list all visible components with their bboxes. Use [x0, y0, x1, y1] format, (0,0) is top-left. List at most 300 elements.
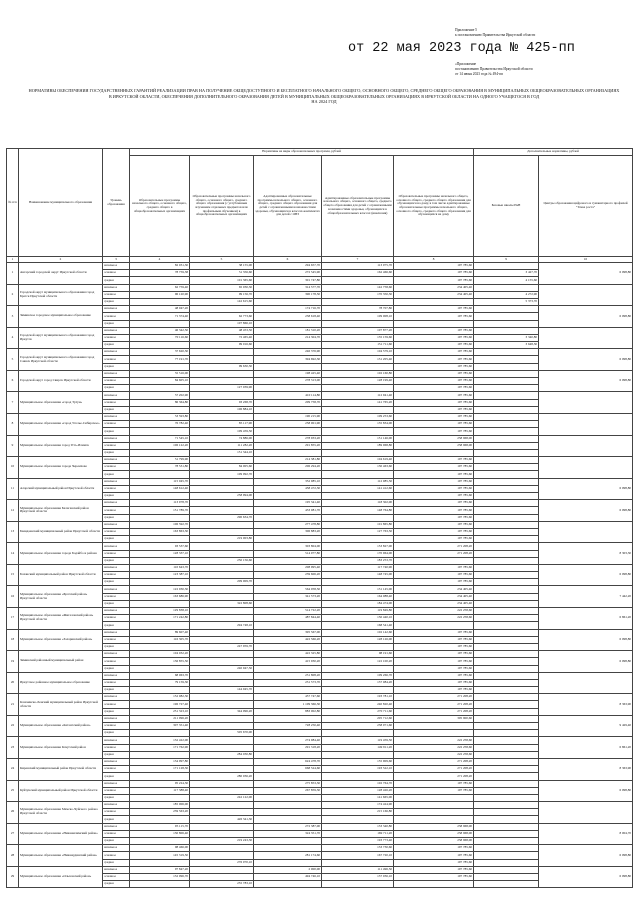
tochka-rosta-value: 6 098,80 — [539, 478, 633, 500]
normative-value: 132 422,00 — [130, 737, 190, 744]
normative-value: 197 785,60 — [394, 859, 474, 866]
row-number: 7 — [7, 392, 19, 414]
normative-value — [474, 852, 539, 859]
normative-value — [254, 715, 322, 722]
education-level: среднее — [103, 643, 130, 650]
normative-value: 458 472,30 — [254, 485, 322, 492]
normative-value — [474, 665, 539, 672]
normative-value: 111 496,50 — [322, 866, 394, 873]
normative-value: 433 081,70 — [254, 507, 322, 514]
table-row — [7, 715, 633, 722]
normative-value: 197 785,60 — [394, 579, 474, 586]
normative-value: 239 606,20 — [254, 572, 322, 579]
normative-value: 196 727,40 — [130, 701, 190, 708]
tochka-rosta-value: 8 363,90 — [539, 758, 633, 780]
tochka-rosta-value — [539, 327, 633, 349]
normative-value — [474, 449, 539, 456]
normative-value: 238 071,60 — [322, 723, 394, 730]
col-header-level: Уровень образования — [103, 149, 130, 257]
normative-value: 55 516,00 — [130, 370, 190, 377]
normative-value: 197 785,60 — [394, 464, 474, 471]
normative-value — [190, 378, 254, 385]
tochka-rosta-value — [539, 672, 633, 694]
normative-value: 197 785,60 — [394, 385, 474, 392]
normative-value — [394, 802, 474, 809]
normative-value — [394, 730, 474, 737]
normative-value — [254, 687, 322, 694]
education-level: основное — [103, 334, 130, 341]
table-row — [7, 306, 633, 313]
table-row — [7, 413, 633, 420]
row-number: 11 — [7, 478, 19, 500]
normative-value — [322, 859, 394, 866]
normative-value: 195 341,40 — [254, 500, 322, 507]
education-level: основное — [103, 636, 130, 643]
normative-value — [474, 751, 539, 758]
normative-value — [190, 392, 254, 399]
header-line: к постановлению Правительства Иркутской области — [455, 33, 536, 37]
normative-value — [322, 428, 394, 435]
normative-value: 209 009,70 — [190, 579, 254, 586]
education-level: среднее — [103, 298, 130, 305]
header-lines — [455, 28, 630, 38]
normative-value: 168 541,40 — [322, 622, 394, 629]
normative-value: 142 758,60 — [322, 284, 394, 291]
normative-value: 197 785,60 — [394, 564, 474, 571]
row-number: 2 — [7, 284, 19, 306]
tochka-rosta-value: 6 098,80 — [539, 780, 633, 802]
normative-value: 151 146,00 — [322, 435, 394, 442]
normative-value: 51 799,90 — [130, 457, 190, 464]
tochka-rosta-value: 6 098,80 — [539, 349, 633, 371]
normative-value: 324 351,70 — [254, 830, 322, 837]
normative-value — [474, 550, 539, 557]
education-level: среднее — [103, 514, 130, 521]
normative-value — [474, 435, 539, 442]
normative-value: 197 785,60 — [394, 687, 474, 694]
table-row — [7, 500, 633, 507]
normative-value: 106 592,70 — [130, 521, 190, 528]
table-row — [7, 564, 633, 571]
education-level: среднее — [103, 730, 130, 737]
normative-value: 46 342,50 — [130, 327, 190, 334]
normative-value: 395 567,00 — [254, 629, 322, 636]
normative-value: 128 337,10 — [130, 550, 190, 557]
education-level: начальное — [103, 758, 130, 765]
normative-value: 197 785,60 — [394, 342, 474, 349]
normative-value — [190, 485, 254, 492]
normative-value — [190, 478, 254, 485]
normative-value — [474, 263, 539, 270]
municipality-name: Городской округ муниципального образования город Братск Иркутской области — [19, 284, 103, 306]
normative-value: 564 058,50 — [254, 586, 322, 593]
normative-value — [190, 737, 254, 744]
normative-value: 341 573,20 — [254, 593, 322, 600]
row-number: 16 — [7, 586, 19, 608]
normative-value — [474, 881, 539, 888]
normative-value — [254, 622, 322, 629]
row-number: 3 — [7, 306, 19, 328]
normative-value: 104 032,20 — [130, 651, 190, 658]
normative-value: 4 155,60 — [474, 277, 539, 284]
normative-value: 127 763,50 — [322, 528, 394, 535]
normative-value: 127 039,90 — [190, 385, 254, 392]
normative-value — [190, 866, 254, 873]
normative-value — [190, 356, 254, 363]
municipality-name: Муниципальное образование «город Тулун» — [19, 392, 103, 414]
normative-value: 104 619,40 — [322, 457, 394, 464]
normative-value: 4 272,90 — [474, 291, 539, 298]
table-row — [7, 651, 633, 658]
normative-value: 71 545,10 — [130, 435, 190, 442]
education-level: начальное — [103, 586, 130, 593]
normative-value: 258 968,00 — [394, 823, 474, 830]
normative-value: 274 984,40 — [254, 737, 322, 744]
normative-value — [474, 370, 539, 377]
normative-value: 197 785,60 — [394, 485, 474, 492]
normative-value: 197 785,60 — [394, 852, 474, 859]
normative-value — [130, 471, 190, 478]
tochka-rosta-value: 6 861,20 — [539, 737, 633, 759]
municipality-name: Муниципальное образование города Бодайбо и района — [19, 543, 103, 565]
normative-value — [190, 651, 254, 658]
normative-value — [130, 794, 190, 801]
normative-value — [190, 845, 254, 852]
normative-value: 170 350,30 — [322, 291, 394, 298]
table-row — [7, 866, 633, 873]
education-level: начальное — [103, 392, 130, 399]
education-level: начальное — [103, 866, 130, 873]
normative-value — [190, 852, 254, 859]
normative-value — [190, 694, 254, 701]
normative-value: 171 128,30 — [130, 766, 190, 773]
col-header-ovz-classes: Адаптированные образовательные программы начального общего, основного общего, среднего общего образования для детей с ограниченными возможностями здоровья, обучающихся в классах-комплектах для детей с ОВЗ — [254, 156, 322, 257]
normative-value — [474, 363, 539, 370]
table-row — [7, 435, 633, 442]
normative-value — [474, 838, 539, 845]
tochka-rosta-value: 6 098,80 — [539, 629, 633, 651]
table-row — [7, 737, 633, 744]
row-number: 14 — [7, 543, 19, 565]
normative-value — [322, 298, 394, 305]
normative-value: 197 785,60 — [394, 643, 474, 650]
education-level: среднее — [103, 277, 130, 284]
normative-value — [190, 349, 254, 356]
normative-value: 95 115,70 — [130, 823, 190, 830]
normative-value: 86 364,80 — [130, 399, 190, 406]
normative-value — [322, 816, 394, 823]
normative-value — [474, 528, 539, 535]
normative-value — [254, 385, 322, 392]
normative-value: 174 716,70 — [254, 306, 322, 313]
municipality-name: Казачинско-Ленский муниципальный район Иркутской области — [19, 694, 103, 716]
normative-value: 102 160,80 — [322, 370, 394, 377]
col-header-home: Образовательные программы начального общего, основного общего, среднего общего образования для обучающихся на дому, в том числе адаптированные образовательные программы начального общего, основного общего, среднего общего образования для обучающихся на дому — [394, 156, 474, 257]
normative-value: 137 084,20 — [322, 679, 394, 686]
normative-value — [190, 830, 254, 837]
normative-value: 197 785,60 — [394, 873, 474, 880]
normative-value — [254, 514, 322, 521]
col-header-name: Наименование муниципального образования — [19, 149, 103, 257]
normative-value: 197 785,60 — [394, 478, 474, 485]
education-level: начальное — [103, 651, 130, 658]
normative-value — [254, 802, 322, 809]
row-number: 1 — [7, 263, 19, 285]
normative-value — [474, 514, 539, 521]
title-year: НА 2024 ГОД — [311, 99, 337, 105]
normative-value — [190, 528, 254, 535]
tochka-rosta-value — [539, 435, 633, 457]
col-header-advanced: Образовательные программы начального общего, основного общего, среднего общего образования (с углубленным изучением отдельных предметов или профильным обучением) в общеобразовательных организациях — [190, 156, 254, 257]
normative-value — [190, 543, 254, 550]
normative-value: 219 243,30 — [190, 838, 254, 845]
normative-value: 271 208,20 — [394, 758, 474, 765]
normative-value: 668 524,60 — [254, 766, 322, 773]
education-level: среднее — [103, 687, 130, 694]
normative-value — [190, 615, 254, 622]
normative-value: 110 643,70 — [130, 564, 190, 571]
normative-value: 190 215,90 — [254, 413, 322, 420]
normative-value: 258 001,90 — [254, 421, 322, 428]
normative-value: 97 847,20 — [130, 866, 190, 873]
normative-value — [474, 543, 539, 550]
normative-value — [474, 859, 539, 866]
normative-value: 728 250,40 — [254, 723, 322, 730]
normative-value: 290 634,70 — [190, 514, 254, 521]
normative-value: 306 883,20 — [254, 528, 322, 535]
normative-value: 624 478,70 — [254, 758, 322, 765]
tochka-rosta-value — [539, 802, 633, 824]
normative-value — [254, 838, 322, 845]
normative-value: 272 387,00 — [254, 823, 322, 830]
normative-value — [254, 809, 322, 816]
normative-value: 219 003,80 — [190, 536, 254, 543]
normative-value — [322, 320, 394, 327]
normative-value: 1 109 366,30 — [254, 701, 322, 708]
education-level: среднее — [103, 471, 130, 478]
normative-value — [474, 356, 539, 363]
table-row — [7, 586, 633, 593]
normative-value: 89 607,40 — [130, 629, 190, 636]
normative-value: 3 427,70 — [474, 270, 539, 277]
normative-value: 152 082,30 — [130, 694, 190, 701]
normative-value — [474, 802, 539, 809]
normative-value: 197 785,60 — [394, 457, 474, 464]
normative-value — [254, 363, 322, 370]
normative-value: 197 785,60 — [394, 679, 474, 686]
municipality-name: Муниципальное образование «Братский район» Иркутской области — [19, 586, 103, 608]
normative-value — [474, 787, 539, 794]
normative-value — [130, 600, 190, 607]
normative-value — [254, 773, 322, 780]
normative-value: 38 155,00 — [190, 263, 254, 270]
normative-value — [394, 881, 474, 888]
row-number: 4 — [7, 327, 19, 349]
education-level: начальное — [103, 413, 130, 420]
normative-value — [130, 406, 190, 413]
tochka-rosta-value: 8 363,90 — [539, 694, 633, 716]
normative-value: 142 615,60 — [190, 298, 254, 305]
normative-value — [474, 564, 539, 571]
normative-value: 129 838,10 — [130, 608, 190, 615]
normative-value — [322, 385, 394, 392]
tochka-rosta-value: 6 098,80 — [539, 564, 633, 586]
normative-value: 133 730,60 — [322, 845, 394, 852]
normative-value: 79 159,30 — [130, 679, 190, 686]
normative-value: 109 092,70 — [190, 471, 254, 478]
normative-value: 101 865,80 — [322, 521, 394, 528]
normative-value: 197 785,60 — [394, 536, 474, 543]
table-row — [7, 370, 633, 377]
normative-value: 240 820,40 — [322, 701, 394, 708]
normative-value — [474, 493, 539, 500]
normative-value: 197 785,60 — [394, 572, 474, 579]
normative-value: 77 191,70 — [130, 356, 190, 363]
normative-value — [254, 794, 322, 801]
normative-value: 117 740,90 — [322, 564, 394, 571]
normative-value: 247 959,70 — [190, 643, 254, 650]
normative-value — [130, 342, 190, 349]
col-number: 4 — [130, 257, 190, 263]
normative-value: 222 258,60 — [394, 608, 474, 615]
normative-value — [130, 536, 190, 543]
normative-value: 82 031,30 — [130, 263, 190, 270]
normative-value — [474, 708, 539, 715]
normative-value: 123 387,10 — [130, 572, 190, 579]
table-row — [7, 263, 633, 270]
normative-value: 48 047,20 — [130, 306, 190, 313]
normative-value: 193 773,40 — [322, 838, 394, 845]
normative-value: 76 782,40 — [130, 421, 190, 428]
normative-value: 294 748,10 — [190, 622, 254, 629]
normative-value: 197 785,60 — [394, 378, 474, 385]
municipality-name: Куйтунский муниципальный район Иркутской области — [19, 780, 103, 802]
normative-value: 258 994,00 — [190, 493, 254, 500]
header-line: постановлению Правительства Иркутской области — [455, 67, 533, 71]
education-level: основное — [103, 313, 130, 320]
education-level: основное — [103, 787, 130, 794]
education-level: начальное — [103, 608, 130, 615]
normative-value: 314 577,70 — [254, 284, 322, 291]
normative-value: 3 340,80 — [474, 334, 539, 341]
normative-value — [130, 730, 190, 737]
normative-value — [474, 349, 539, 356]
normative-value: 197 785,60 — [394, 349, 474, 356]
normative-value: 85 117,90 — [190, 421, 254, 428]
normative-value — [254, 428, 322, 435]
normative-value: 170 964,00 — [322, 550, 394, 557]
normative-value: 151 789,70 — [130, 507, 190, 514]
normative-value: 514 077,80 — [254, 550, 322, 557]
normative-value — [190, 306, 254, 313]
table-row — [7, 672, 633, 679]
normative-value: 109 253,60 — [322, 413, 394, 420]
normative-value: 96 120,90 — [130, 291, 190, 298]
normative-value: 197 785,60 — [394, 392, 474, 399]
normative-value: 128 426,20 — [322, 787, 394, 794]
municipality-name: Аларский муниципальный район Иркутской области — [19, 478, 103, 500]
normative-value — [394, 298, 474, 305]
normative-value — [474, 643, 539, 650]
normative-value: 197 785,60 — [394, 270, 474, 277]
table-row — [7, 758, 633, 765]
normative-value: 135 834,00 — [322, 421, 394, 428]
normative-value: 197 785,60 — [394, 866, 474, 873]
tochka-rosta-value: 6 098,80 — [539, 866, 633, 888]
normative-value: 98 191,60 — [322, 651, 394, 658]
normative-value: 185 006,00 — [130, 802, 190, 809]
row-number: 24 — [7, 758, 19, 780]
normative-value — [474, 536, 539, 543]
normative-value — [190, 802, 254, 809]
normative-value — [474, 385, 539, 392]
normative-value: 111 282,20 — [190, 442, 254, 449]
table-row — [7, 521, 633, 528]
normative-value — [322, 773, 394, 780]
normative-value — [322, 406, 394, 413]
row-number: 29 — [7, 866, 19, 888]
normative-value: 99 630,30 — [190, 363, 254, 370]
normative-value: 109 459,50 — [190, 428, 254, 435]
normative-value — [474, 521, 539, 528]
normative-value: 197 785,60 — [394, 334, 474, 341]
normative-value — [474, 737, 539, 744]
header-line: от 14 июня 2023 года № 494-пп — [455, 72, 504, 76]
normative-value: 74 886,00 — [190, 435, 254, 442]
education-level: начальное — [103, 802, 130, 809]
normative-value: 251 323,10 — [130, 708, 190, 715]
normative-value — [322, 687, 394, 694]
normative-value: 107 866,10 — [190, 320, 254, 327]
row-number: 8 — [7, 413, 19, 435]
normative-value — [190, 766, 254, 773]
normative-value: 415 930,20 — [254, 658, 322, 665]
table-row — [7, 845, 633, 852]
normative-value: 2 000,00 — [254, 866, 322, 873]
education-level: начальное — [103, 370, 130, 377]
normative-value — [474, 442, 539, 449]
col-number: 5 — [190, 257, 254, 263]
row-number: 6 — [7, 370, 19, 392]
normative-value: 134 997,80 — [130, 758, 190, 765]
normative-value — [322, 363, 394, 370]
normative-value: 278 933,20 — [254, 435, 322, 442]
normative-value: 150 440,10 — [322, 615, 394, 622]
normative-value: 410 114,80 — [254, 392, 322, 399]
normative-value — [190, 500, 254, 507]
education-level: среднее — [103, 859, 130, 866]
normative-value — [474, 823, 539, 830]
table-body — [7, 263, 633, 888]
education-level: среднее — [103, 449, 130, 456]
tochka-rosta-value: 8 004,70 — [539, 823, 633, 845]
normative-value — [190, 521, 254, 528]
education-level: начальное — [103, 284, 130, 291]
normative-value — [322, 643, 394, 650]
col-number: 9 — [474, 257, 539, 263]
normative-value — [394, 449, 474, 456]
education-level: начальное — [103, 521, 130, 528]
normative-value — [394, 320, 474, 327]
normative-value — [474, 615, 539, 622]
row-number: 15 — [7, 564, 19, 586]
normative-value — [322, 449, 394, 456]
normative-value — [254, 298, 322, 305]
normative-value — [130, 298, 190, 305]
municipality-name: Городской округ город Свирск Иркутской области — [19, 370, 103, 392]
normative-value: 164 088,40 — [322, 593, 394, 600]
normative-value: 174 424,90 — [322, 802, 394, 809]
